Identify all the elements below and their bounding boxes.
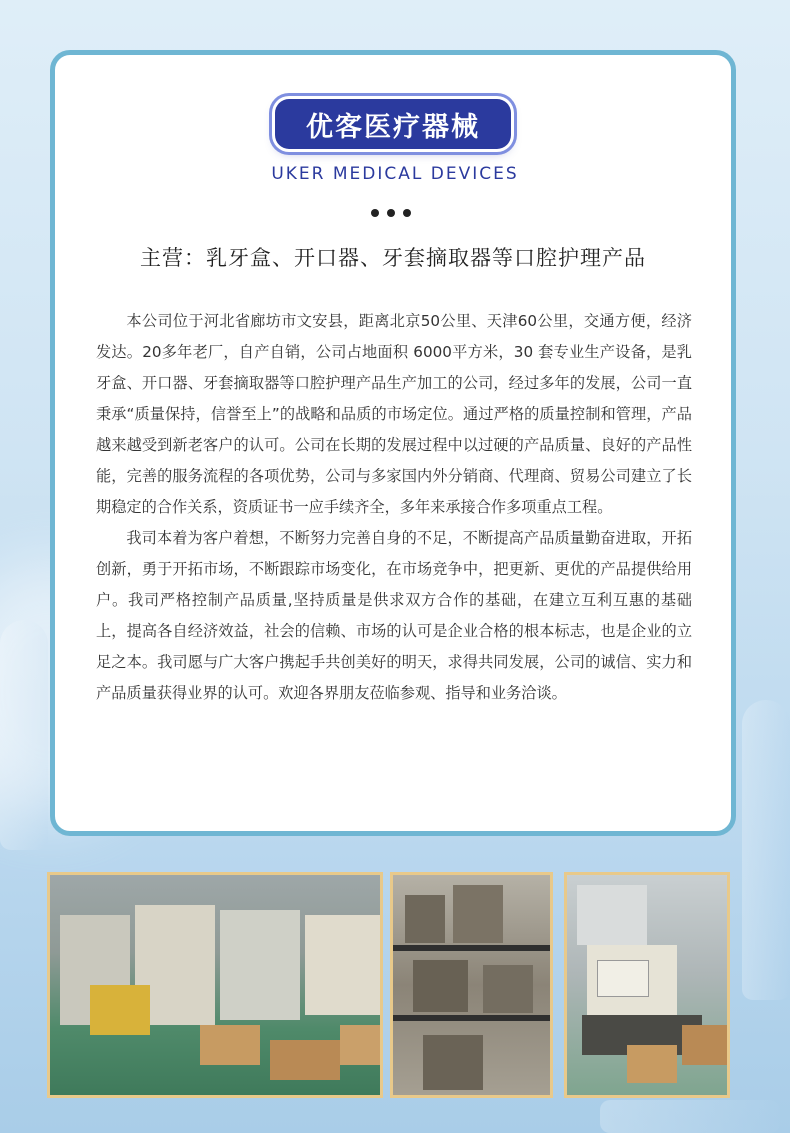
main-business-heading: 主营：乳牙盒、开口器、牙套摘取器等口腔护理产品 — [140, 246, 646, 270]
background-tube-bottom — [600, 1100, 780, 1133]
mold-shape — [405, 895, 445, 943]
yellow-panel — [90, 985, 150, 1035]
injection-machine-photo — [564, 872, 730, 1098]
shelf-shape — [393, 945, 550, 951]
dot — [371, 209, 379, 217]
shelf-shape — [393, 1015, 550, 1021]
company-title: 优客医疗器械 — [306, 111, 480, 143]
company-english-name: UKER MEDICAL DEVICES — [271, 164, 519, 184]
mold-shelves-photo — [390, 872, 553, 1098]
company-title-badge — [275, 99, 511, 149]
control-panel — [597, 960, 649, 997]
company-description — [96, 306, 692, 709]
mold-shape — [413, 960, 468, 1012]
dot — [403, 209, 411, 217]
hopper-shape — [577, 885, 647, 945]
box-shape — [200, 1025, 260, 1065]
mold-shape — [453, 885, 503, 943]
mold-shape — [483, 965, 533, 1013]
box-shape — [682, 1025, 727, 1065]
divider-dots — [371, 209, 411, 217]
box-shape — [627, 1045, 677, 1083]
background-flask-left — [0, 620, 48, 850]
dot — [387, 209, 395, 217]
box-shape — [340, 1025, 380, 1065]
machine-shape — [220, 910, 300, 1020]
mold-shape — [423, 1035, 483, 1090]
background-flask-right — [742, 700, 790, 1000]
description-paragraph-2: 我司本着为客户着想，不断努力完善自身的不足，不断提高产品质量勤奋进取，开拓创新，勇于开拓市场，不断跟踪市场变化，在市场竞争中，把更新、更优的产品提供给用户。我司严格控制产品质量,坚持质量是供求双方合作的基础，在建立互利互惠的基础上，提高各自经济效益，社会的信赖、市场的认可是企业合格的根本标志，也是企业的立足之本。我司愿与广大客户携起手共创美好的明天，求得共同发展，公司的诚信、实力和产品质量获得业界的认可。欢迎各界朋友莅临参观、指导和业务洽谈。 — [96, 529, 692, 702]
machine-shape — [305, 915, 380, 1015]
box-shape — [270, 1040, 340, 1080]
description-paragraph-1: 本公司位于河北省廊坊市文安县，距离北京50公里、天津60公里，交通方便，经济发达。20多年老厂，自产自销，公司占地面积 6000平方米，30 套专业生产设备，是乳牙盒、开口器、牙套摘取器等口腔护理产品生产加工的公司，经过多年的发展，公司一直秉承“质量保持，信誉至上”的战略和品质的市场定位。通过严格的质量控制和管理，产品越来越受到新老客户的认可。公司在长期的发展过程中以过硬的产品质量、良好的产品性能，完善的服务流程的各项优势，公司与多家国内外分销商、代理商、贸易公司建立了长期稳定的合作关系，资质证书一应手续齐全，多年来承接合作多项重点工程。 — [96, 312, 692, 516]
factory-machines-photo — [47, 872, 383, 1098]
